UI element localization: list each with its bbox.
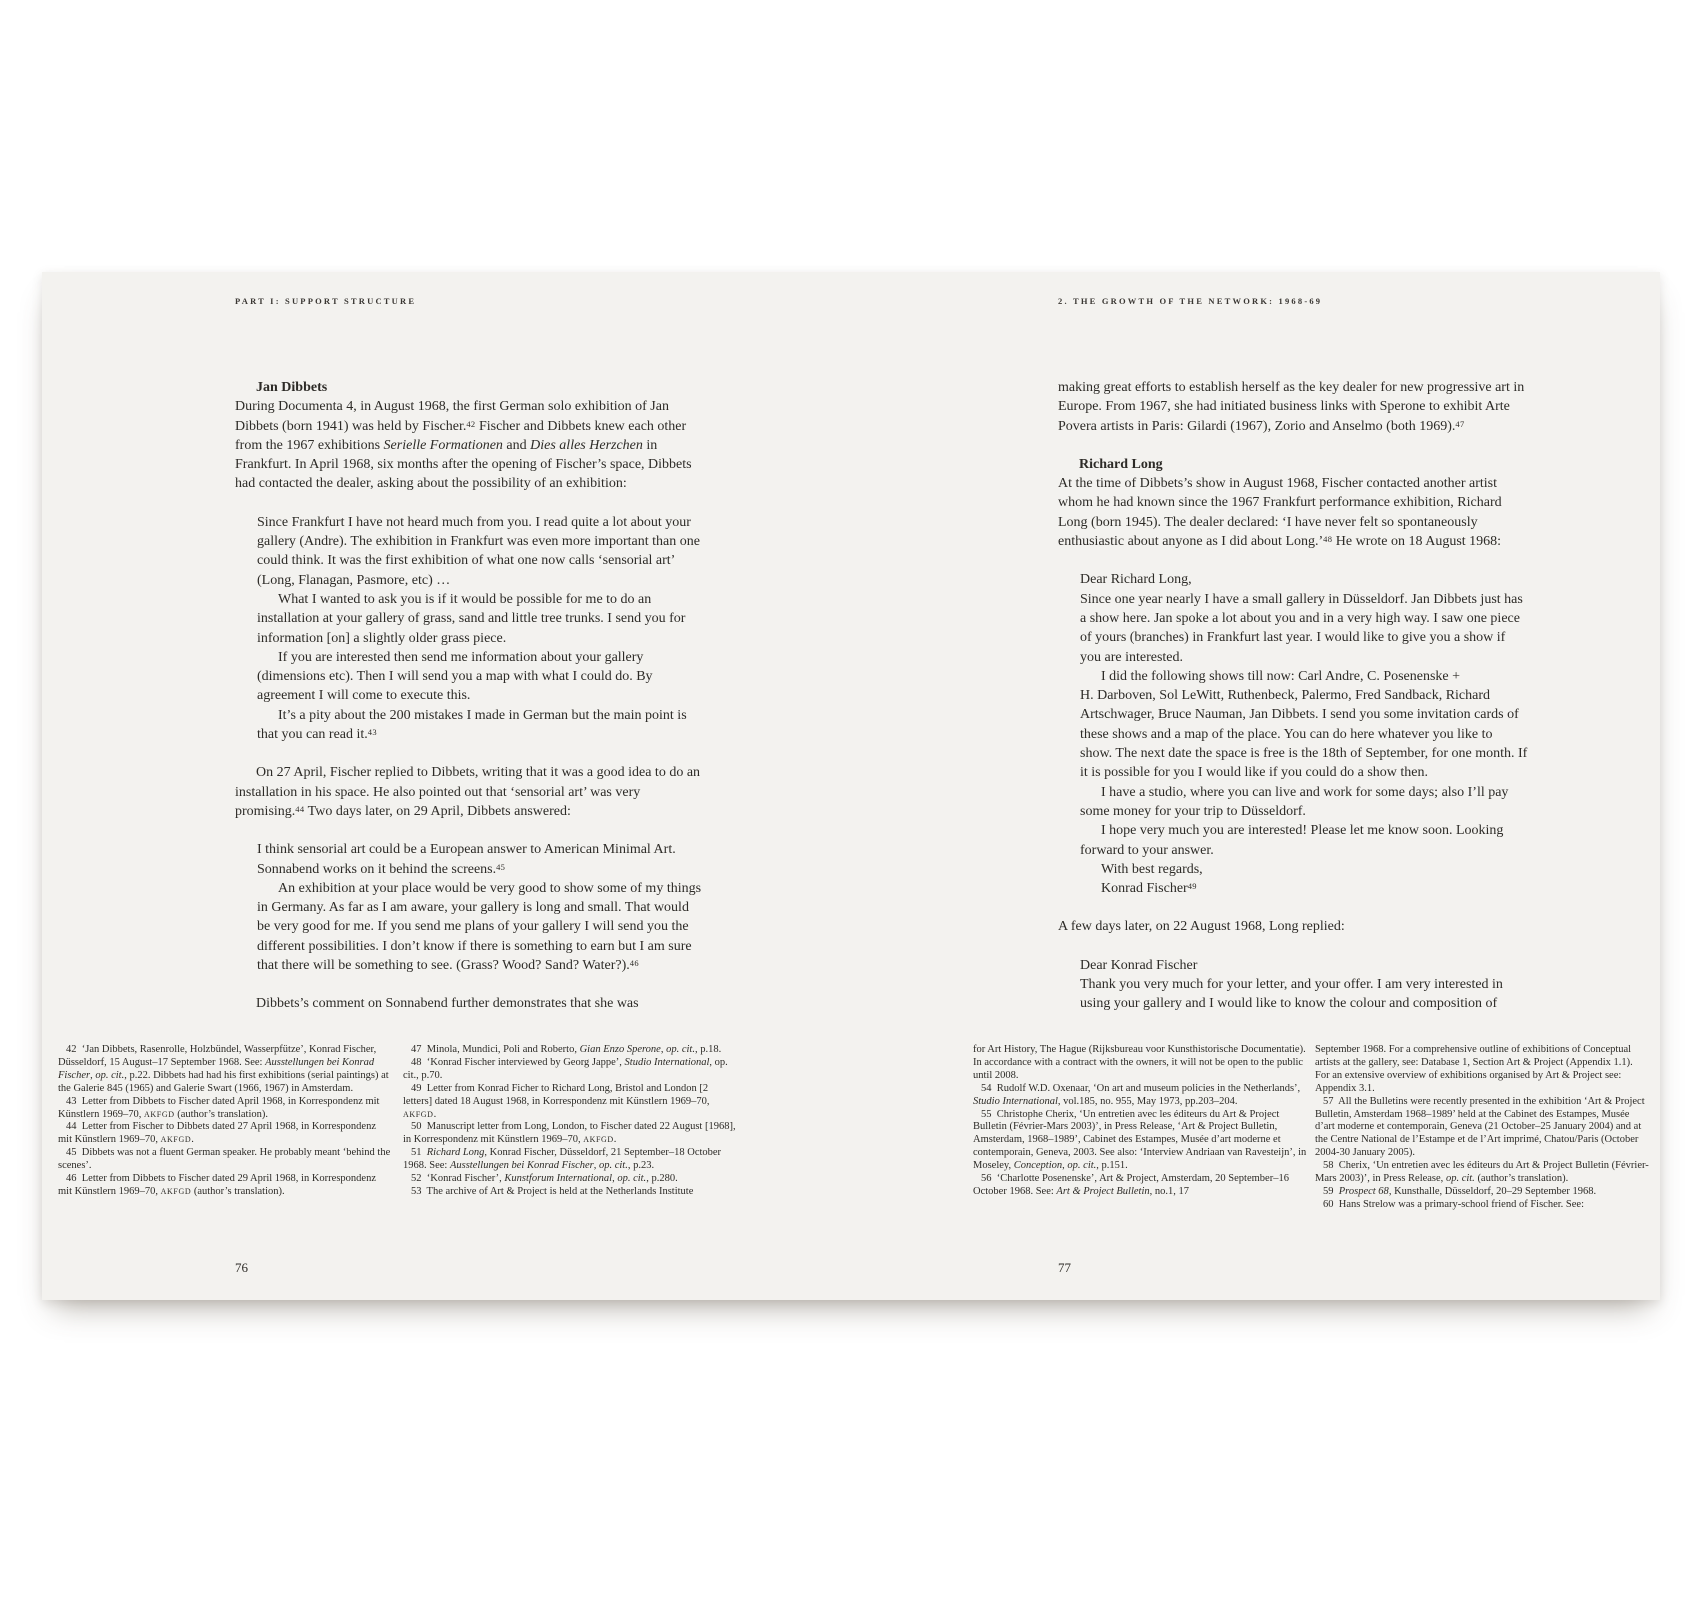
quote-paragraph: Thank you very much for your letter, and your offer. I am very interested in using your gallery and I would like to know the colour and composition of: [1080, 977, 1503, 1012]
footnote-column-right-1: [973, 1044, 1307, 1199]
page-number-right: 77: [1058, 1260, 1071, 1275]
block-quote: [257, 840, 705, 975]
running-header-right: 2. THE GROWTH OF THE NETWORK: 1968-69: [1058, 296, 1323, 306]
footnote: 59 Prospect 68, Kunsthalle, Düsseldorf, 20–29 September 1968.: [1323, 1185, 1597, 1197]
footnote: 46 Letter from Dibbets to Fischer dated 29 April 1968, in Korrespondenz mit Künstlern 1969–70, AKFGD (author’s translation).: [58, 1173, 376, 1197]
footnote: September 1968. For a comprehensive outline of exhibitions of Conceptual artists at the gallery, see: Database 1, Section Art & Project (Appendix 1.1). For an extensive overview of exhibitions organised by Art & Project see: Appendix 3.1.: [1315, 1044, 1633, 1094]
footnote: 57 All the Bulletins were recently presented in the exhibition ‘Art & Project Bulletin, Amsterdam 1968–1989’ held at the Cabinet des Estampes, Musée d’art moderne et contemporain, Geneva (21 October–25 January 2004) and at the Centre National de l’Estampe et de l’Art imprimé, Chatou/Paris (October 2004-30 January 2005).: [1315, 1095, 1645, 1159]
quote-paragraph: Since one year nearly I have a small gallery in Düsseldorf. Jan Dibbets just has a show here. Jan spoke a lot about you and in a very high way. I saw one piece of yours (branches) in Frankfurt last year. I would like to give you a show if you are interested.: [1080, 591, 1523, 665]
quote-paragraph: I think sensorial art could be a European answer to American Minimal Art. Sonnabend works on it behind the screens.$^{45}$: [257, 842, 676, 877]
footnote: 45 Dibbets was not a fluent German speaker. He probably meant ‘behind the scenes’.: [58, 1147, 391, 1172]
quote-paragraph: Konrad Fischer$^{49}$: [1101, 881, 1197, 897]
body-text-column-right: [1058, 378, 1528, 1014]
quote-paragraph: Since Frankfurt I have not heard much from you. I read quite a lot about your gallery (Andre). The exhibition in Frankfurt was even more important than one could think. It was the first exhibition of what one now calls ‘sensorial art’ (Long, Flanagan, Pasmore, etc) …: [257, 514, 700, 588]
book-spread: [42, 272, 1660, 1300]
quote-paragraph: With best regards,: [1101, 861, 1203, 877]
quote-paragraph: Dear Konrad Fischer: [1080, 957, 1198, 973]
footnote: 52 ‘Konrad Fischer’, Kunstforum International, op. cit., p.280.: [411, 1173, 678, 1185]
footnote: 48 ‘Konrad Fischer interviewed by Georg Jappe’, Studio International, op. cit., p.70.: [403, 1056, 728, 1081]
footnote: 53 The archive of Art & Project is held at the Netherlands Institute: [411, 1185, 694, 1197]
body-text-column-left: [235, 378, 705, 1014]
footnote: 44 Letter from Fischer to Dibbets dated 27 April 1968, in Korrespondenz mit Künstlern 1969–70, AKFGD.: [58, 1121, 376, 1146]
quote-paragraph: If you are interested then send me information about your gallery (dimensions etc). Then I will send you a map with what I could do. By agreement I will come to execute this.: [257, 649, 653, 704]
quote-paragraph: What I wanted to ask you is if it would be possible for me to do an installation at your gallery of grass, sand and little tree trunks. I send you for information [on] a slightly older grass piece.: [257, 591, 686, 646]
quote-paragraph: I have a studio, where you can live and work for some days; also I’ll pay some money for your trip to Düsseldorf.: [1080, 784, 1509, 819]
block-quote: [1080, 570, 1528, 898]
footnote-column-left-2: [403, 1044, 737, 1199]
block-quote: [257, 513, 705, 745]
footnote: 43 Letter from Dibbets to Fischer dated April 1968, in Korrespondenz mit Künstlern 1969–70, AKFGD (author’s translation).: [58, 1095, 380, 1120]
footnote: 49 Letter from Konrad Ficher to Richard Long, Bristol and London [2 letters] dated 18 August 1968, in Korrespondenz mit Künstlern 1969–70, AKFGD.: [403, 1082, 710, 1120]
footnote-column-left-1: [58, 1044, 392, 1199]
footnote: 50 Manuscript letter from Long, London, to Fischer dated 22 August [1968], in Korrespondenz mit Künstlern 1969–70, AKFGD.: [403, 1121, 736, 1146]
running-header-left: PART I: SUPPORT STRUCTURE: [235, 296, 417, 306]
quote-paragraph: Dear Richard Long,: [1080, 572, 1192, 588]
section-heading: Richard Long: [1079, 456, 1163, 472]
footnote-column-right-2: [1315, 1044, 1649, 1212]
body-paragraph: A few days later, on 22 August 1968, Long replied:: [1058, 919, 1345, 935]
footnote: 60 Hans Strelow was a primary-school friend of Fischer. See:: [1323, 1198, 1584, 1210]
quote-paragraph: It’s a pity about the 200 mistakes I made in German but the main point is that you can read it.$^{43}$: [257, 707, 687, 743]
page-left: [42, 272, 851, 1300]
body-paragraph: During Documenta 4, in August 1968, the first German solo exhibition of Jan Dibbets (born 1941) was held by Fischer.$^{42}$ Fischer and Dibbets knew each other from the 1967 exhibitions Serielle Formationen and Dies alles Herzchen in Frankfurt. In April 1968, six months after the opening of Fischer’s space, Dibbets had contacted the dealer, asking about the possibility of an exhibition:: [235, 399, 692, 492]
quote-paragraph: I did the following shows till now: Carl Andre, C. Posenenske + H. Darboven, Sol LeWitt, Ruthenbeck, Palermo, Fred Sandback, Richard Artschwager, Bruce Nauman, Jan Dibbets. I send you some invitation cards of these shows and a map of the place. You can do here whatever you like to show. The next date the space is free is the 18th of September, for one month. If it is possible for you I would like if you could do a show then.: [1080, 668, 1528, 781]
footnote: 58 Cherix, ‘Un entretien avec les éditeurs du Art & Project Bulletin (Février-Mars 2003)’, in Press Release, op. cit. (author’s translation).: [1315, 1160, 1649, 1185]
footnote: 47 Minola, Mundici, Poli and Roberto, Gian Enzo Sperone, op. cit., p.18.: [411, 1044, 722, 1055]
block-quote: [1080, 956, 1528, 1014]
body-paragraph: Dibbets’s comment on Sonnabend further demonstrates that she was: [256, 996, 639, 1012]
section-heading: Jan Dibbets: [256, 380, 328, 395]
footnote: 51 Richard Long, Konrad Fischer, Düsseldorf, 21 September–18 October 1968. See: Ausstellungen bei Konrad Fischer, op. cit., p.23.: [403, 1147, 722, 1172]
quote-paragraph: An exhibition at your place would be very good to show some of my things in Germany. As far as I am aware, your gallery is long and small. That would be very good for me. If you send me plans of your gallery I will send you the different possibilities. I don’t know if there is something to earn but I am sure that there will be something to see. (Grass? Wood? Sand? Water?).$^{46}$: [257, 880, 702, 974]
footnote: 56 ‘Charlotte Posenenske’, Art & Project, Amsterdam, 20 September–16 October 1968. See: Art & Project Bulletin, no.1, 17: [973, 1173, 1289, 1197]
footnote: 54 Rudolf W.D. Oxenaar, ‘On art and museum policies in the Netherlands’, Studio International, vol.185, no. 955, May 1973, pp.203–204.: [973, 1082, 1301, 1107]
page-right: [851, 272, 1660, 1300]
body-paragraph: At the time of Dibbets’s show in August 1968, Fischer contacted another artist whom he had known since the 1967 Frankfurt performance exhibition, Richard Long (born 1945). The dealer declared: ‘I have never felt so spontaneously enthusiastic about anyone as I did about Long.’$^{48}$ He wrote on 18 August 1968:: [1058, 476, 1502, 550]
body-paragraph: On 27 April, Fischer replied to Dibbets, writing that it was a good idea to do an installation in his space. He also pointed out that ‘sensorial art’ was very promising.$^{44}$ Two days later, on 29 April, Dibbets answered:: [235, 765, 701, 819]
body-paragraph: making great efforts to establish herself as the key dealer for new progressive art in Europe. From 1967, she had initiated business links with Sperone to exhibit Arte Povera artists in Paris: Gilardi (1967), Zorio and Anselmo (both 1969).$^{47}$: [1058, 380, 1525, 434]
footnote: 42 ‘Jan Dibbets, Rasenrolle, Holzbündel, Wasserpfütze’, Konrad Fischer, Düsseldorf, 15 August–17 September 1968. See: Ausstellungen bei Konrad Fischer, op. cit., p.22. Dibbets had had his first exhibitions (serial paintings) at the Galerie 845 (1965) and Galerie Swart (1966, 1967) in Amsterdam.: [58, 1044, 389, 1094]
footnote: for Art History, The Hague (Rijksbureau voor Kunsthistorische Documentatie). In accordance with a contract with the owners, it will not be open to the public until 2008.: [973, 1044, 1306, 1081]
quote-paragraph: I hope very much you are interested! Please let me know soon. Looking forward to your answer.: [1080, 823, 1504, 858]
page-number-left: 76: [235, 1260, 248, 1275]
footnote: 55 Christophe Cherix, ‘Un entretien avec les éditeurs du Art & Project Bulletin (Février-Mars 2003)’, in Press Release, ‘Art & Project Bulletin, Amsterdam, 1968–1989’, Cabinet des Estampes, Musée d’art moderne et contemporain, Geneva, 2003. See also: ‘Interview Andriaan van Ravesteijn’, in Moseley, Conception, op. cit., p.151.: [973, 1108, 1307, 1172]
